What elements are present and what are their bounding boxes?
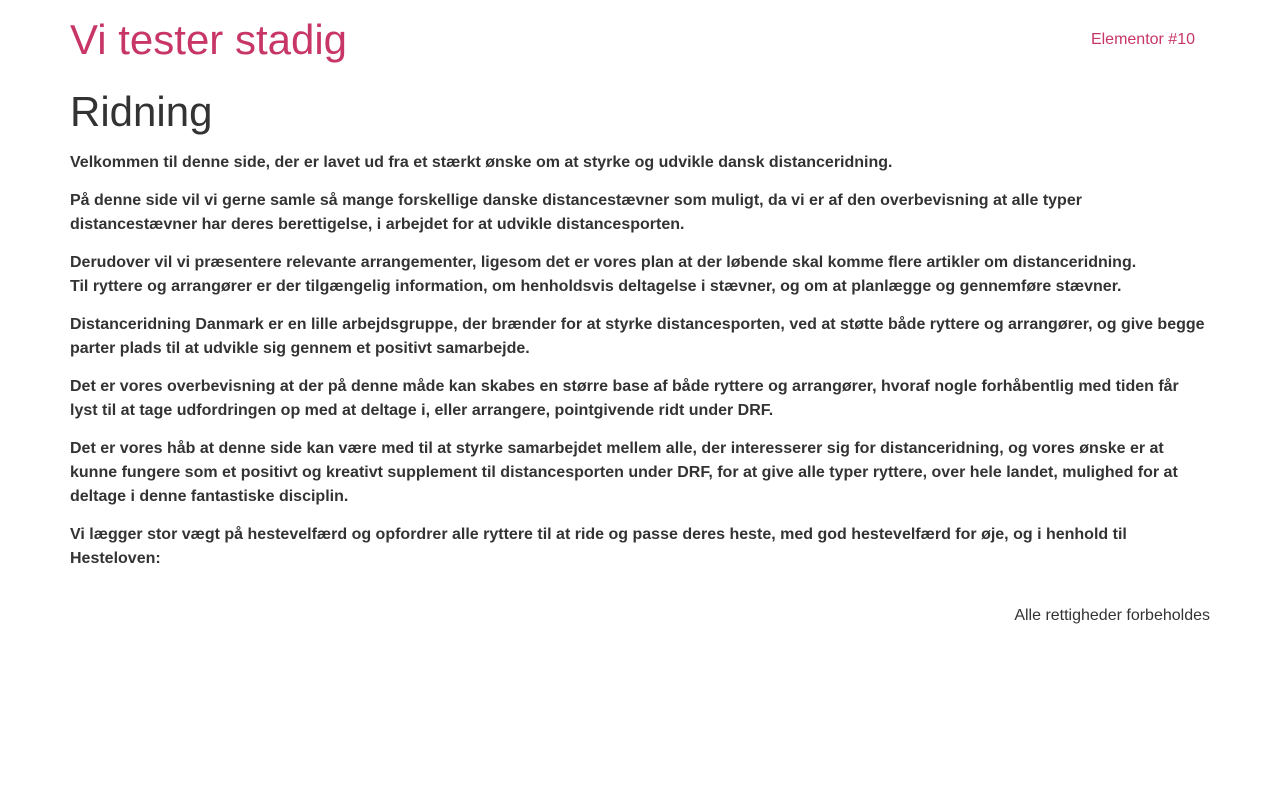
- paragraph-arrangements-line-2: Til ryttere og arrangører er der tilgængelig information, om henholdsvis deltagelse i stævner, og om at planlægge og gennemføre stævner.: [70, 278, 1122, 295]
- paragraph-working-group: Distanceridning Danmark er en lille arbejdsgruppe, der brænder for at styrke distancesporten, ved at støtte både ryttere og arrangører, og give begge parter plads til at udvikle sig gennem et positivt samarbejde.: [70, 316, 1205, 357]
- page-content: [70, 151, 1210, 585]
- paragraph-welcome: Velkommen til denne side, der er lavet ud fra et stærkt ønske om at styrke og udvikle dansk distanceridning.: [70, 154, 893, 171]
- paragraph-arrangements: [70, 251, 1210, 299]
- paragraph-arrangements-line-1: Derudover vil vi præsentere relevante arrangementer, ligesom det er vores plan at der løbende skal komme flere artikler om distanceridning.: [70, 254, 1137, 271]
- paragraph-horse-welfare: Vi lægger stor vægt på hestevelfærd og opfordrer alle ryttere til at ride og passe deres heste, med god hestevelfærd for øje, og i henhold til Hesteloven:: [70, 526, 1127, 567]
- site-title-link[interactable]: Vi tester stadig: [70, 16, 348, 63]
- nav-link-elementor-10[interactable]: Elementor #10: [1090, 31, 1195, 48]
- paragraph-collect-events: På denne side vil vi gerne samle så mange forskellige danske distancestævner som muligt, da vi er af den overbevisning at alle typer distancestævner har deres berettigelse, i arbejdet for at udvikle distancesporten.: [70, 192, 1082, 233]
- page-title: Ridning: [70, 88, 213, 135]
- paragraph-conviction: Det er vores overbevisning at der på denne måde kan skabes en større base af både ryttere og arrangører, hvoraf nogle forhåbentlig med tiden får lyst til at tage udfordringen op med at deltage i, eller arrangere, pointgivende ridt under DRF.: [70, 378, 1179, 419]
- paragraph-hope: Det er vores håb at denne side kan være med til at styrke samarbejdet mellem alle, der interesserer sig for distanceridning, og vores ønske er at kunne fungere som et positivt og kreativt supplement til distancesporten under DRF, for at give alle typer ryttere, over hele landet, mulighed for at deltage i denne fantastiske disciplin.: [70, 440, 1178, 505]
- footer-copyright: Alle rettigheder forbeholdes: [1014, 607, 1210, 624]
